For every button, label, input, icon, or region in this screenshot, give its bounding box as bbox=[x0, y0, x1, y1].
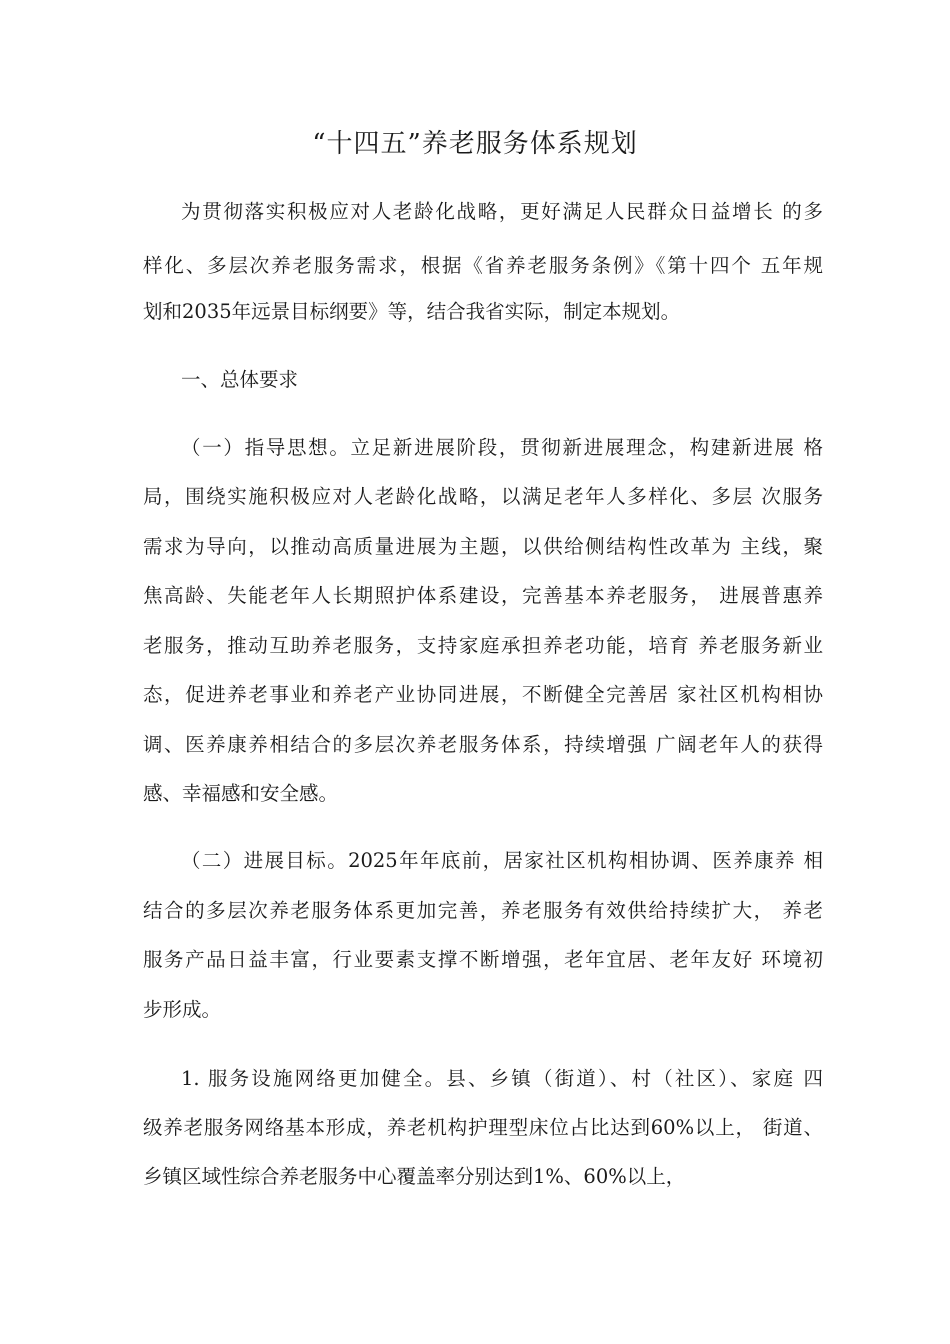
paragraph-line: 乡镇区域性综合养老服务中心覆盖率分别达到1%、60%以上， bbox=[143, 1165, 686, 1188]
paragraph-line: 为贯彻落实积极应对人老龄化战略，更好满足人民群众日益增长 的多 bbox=[181, 200, 823, 223]
document-title: “十四五”养老服务体系规划 bbox=[312, 129, 638, 159]
paragraph-line: 调、医养康养相结合的多层次养老服务体系，持续增强 广阔老年人的获得 bbox=[143, 733, 823, 756]
paragraph-line: 结合的多层次养老服务体系更加完善，养老服务有效供给持续扩大， 养老 bbox=[143, 899, 823, 922]
paragraph-line: 级养老服务网络基本形成，养老机构护理型床位占比达到60%以上， 街道、 bbox=[143, 1116, 823, 1139]
paragraph-line: 态，促进养老事业和养老产业协同进展，不断健全完善居 家社区机构相协 bbox=[143, 683, 823, 706]
section-heading: 一、总体要求 bbox=[181, 368, 299, 391]
paragraph-line: 老服务，推动互助养老服务，支持家庭承担养老功能，培育 养老服务新业 bbox=[143, 634, 823, 657]
paragraph-line: （二）进展目标。2025年年底前，居家社区机构相协调、医养康养 相 bbox=[181, 849, 823, 872]
paragraph-line: 步形成。 bbox=[143, 998, 222, 1021]
paragraph-line: （一）指导思想。立足新进展阶段，贯彻新进展理念，构建新进展 格 bbox=[181, 436, 823, 459]
paragraph-line: 1. 服务设施网络更加健全。县、乡镇（街道）、村（社区）、家庭 四 bbox=[181, 1067, 823, 1090]
paragraph-line: 需求为导向，以推动高质量进展为主题，以供给侧结构性改革为 主线，聚 bbox=[143, 535, 823, 558]
paragraph-line: 服务产品日益丰富，行业要素支撑不断增强，老年宜居、老年友好 环境初 bbox=[143, 948, 823, 971]
paragraph-line: 样化、多层次养老服务需求，根据《省养老服务条例》《第十四个 五年规 bbox=[143, 254, 823, 277]
paragraph-line: 焦高龄、失能老年人长期照护体系建设，完善基本养老服务， 进展普惠养 bbox=[143, 584, 823, 607]
paragraph-line: 局，围绕实施积极应对人老龄化战略，以满足老年人多样化、多层 次服务 bbox=[143, 485, 823, 508]
paragraph-line: 划和2035年远景目标纲要》等，结合我省实际，制定本规划。 bbox=[143, 300, 681, 323]
paragraph-line: 感、幸福感和安全感。 bbox=[143, 782, 339, 805]
